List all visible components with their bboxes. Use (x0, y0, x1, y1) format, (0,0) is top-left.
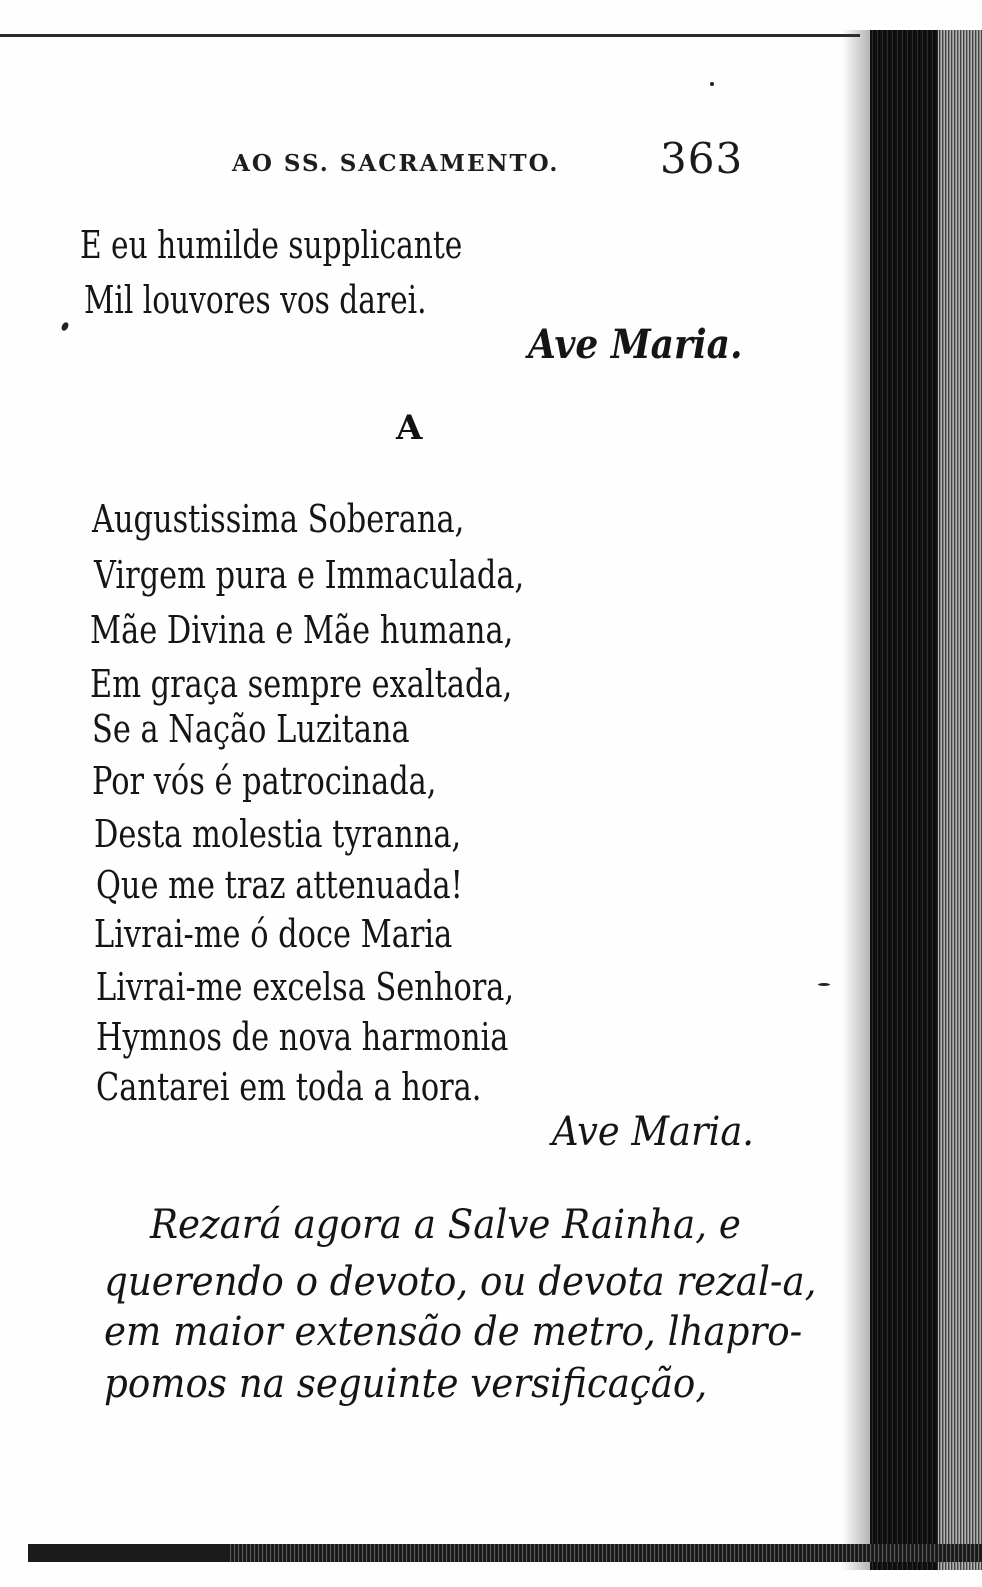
stanza-line: Virgem pura e Immaculada, (94, 553, 525, 597)
running-title: AO SS. SACRAMENTO. (232, 150, 560, 177)
rubric-line: em maior extensão de metro, lhapro- (104, 1309, 803, 1355)
stanza-line: Mãe Divina e Mãe humana, (90, 608, 514, 652)
stanza-line: Por vós é patrocinada, (92, 759, 437, 803)
stanza-line: Em graça sempre exaltada, (90, 662, 513, 706)
stanza-line: Desta molestia tyranna, (94, 812, 462, 856)
ink-speck (60, 321, 70, 332)
stanza-line: Se a Nação Luzitana (92, 707, 410, 751)
stanza-line: Cantarei em toda a hora. (96, 1065, 482, 1109)
ink-speck (710, 82, 714, 86)
stanza-line: Que me traz attenuada! (96, 863, 463, 907)
verse-line: Mil louvores vos darei. (84, 278, 427, 322)
stanza-line: Livrai-me excelsa Senhora, (96, 965, 515, 1009)
stanza-line: Livrai-me ó doce Maria (94, 912, 453, 956)
rubric-line: Rezará agora a Salve Rainha, e (150, 1202, 741, 1248)
rubric-line: pomos na seguinte versificação, (104, 1361, 708, 1407)
verse-line: E eu humilde supplicante (80, 223, 463, 267)
stanza-line: Augustissima Soberana, (92, 497, 465, 541)
page-bottom-edge-dark (28, 1544, 228, 1562)
rubric-line: querendo o devoto, ou devota rezal-a, (104, 1259, 817, 1305)
page-number: 363 (660, 134, 744, 183)
page-edge-stack (938, 30, 982, 1570)
section-letter: A (396, 408, 423, 448)
closing-ave-maria: Ave Maria. (552, 1109, 754, 1155)
ink-speck (818, 983, 830, 986)
closing-ave-maria: Ave Maria. (528, 321, 743, 368)
page-top-edge (0, 34, 860, 37)
stanza-line: Hymnos de nova harmonia (96, 1015, 509, 1059)
